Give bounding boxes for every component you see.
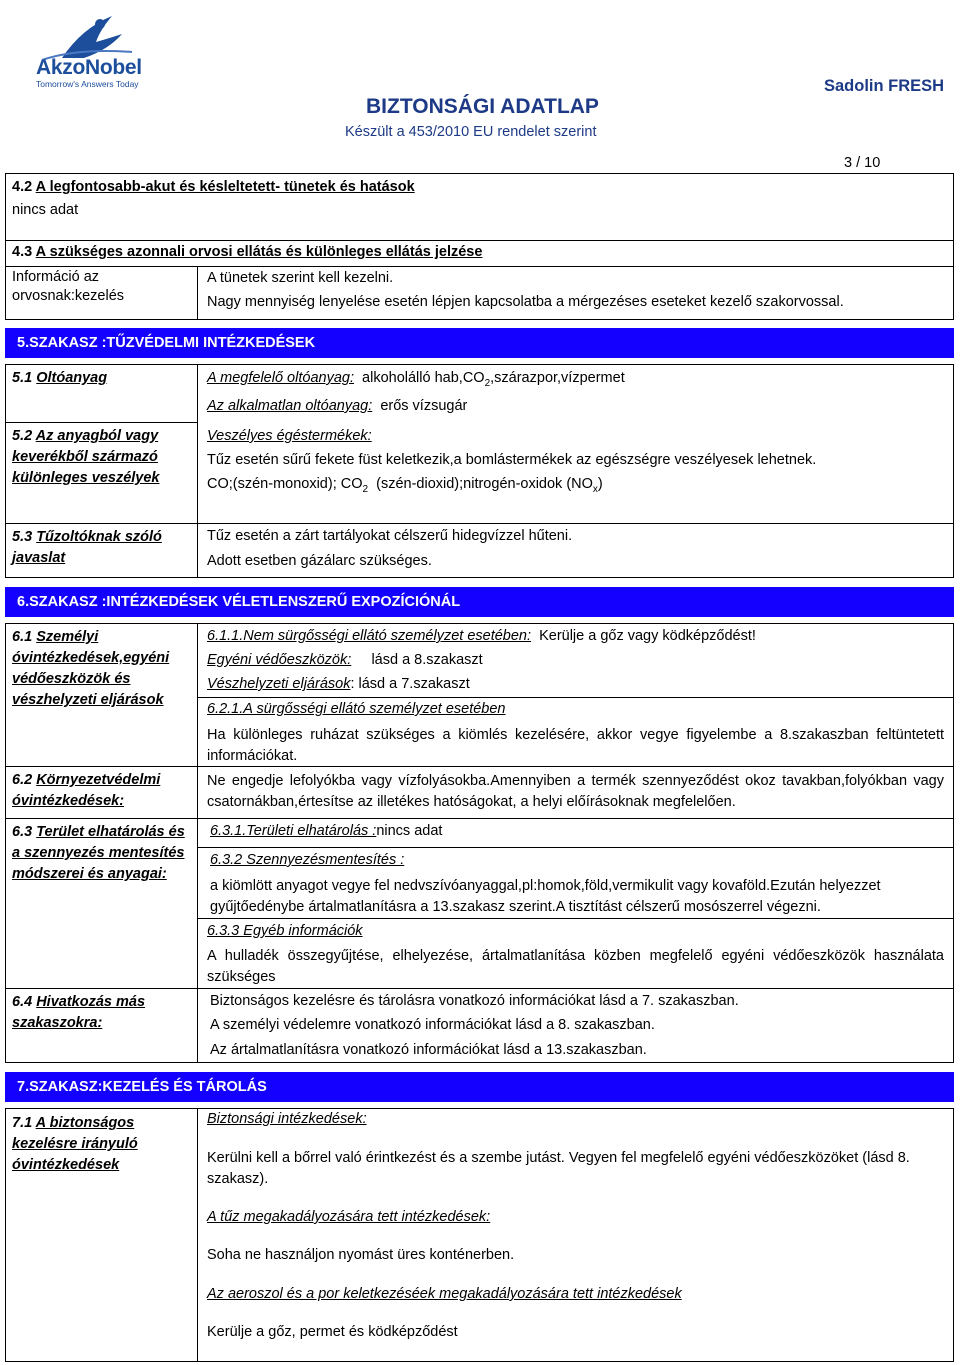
section-5-2-line1: Tűz esetén sűrű fekete füst keletkezik,a bomlástermékek az egészségre veszélyesek lehetnek. (207, 452, 817, 468)
section-5-3-line1: Tűz esetén a zárt tartályokat célszerű hidegvízzel hűteni. (207, 528, 573, 544)
section-6-3-2-text: a kiömlött anyagot vegye fel nedvszívóanyaggal,pl:homok,föld,vermikulit vagy kovaföld.Ezután helyezzet gyűjtőedénybe ártalmatlanításra a 13.szakasz szerint.A tisztítást célszerű mosószerrel végezni. (210, 878, 881, 915)
section-6-3-label: 6.3 Terület elhatárolás és a szennyezés mentesítés módszerei és anyagai: (12, 824, 185, 882)
section-4-3-line1: A tünetek szerint kell kezelni. (207, 270, 394, 286)
section-5-band: 5.SZAKASZ :TŰZVÉDELMI INTÉZKEDÉSEK (5, 328, 954, 358)
section-7-1-c-text: Kerülje a gőz, permet és ködképződést (207, 1324, 458, 1340)
section-4-2-heading: 4.2 A legfontosabb-akut és késleltetett- tünetek és hatások (12, 179, 415, 195)
section-7-1-label: 7.1 A biztonságos kezelésre irányuló óvintézkedések (12, 1115, 138, 1173)
section-4-3-heading: 4.3 A szükséges azonnali orvosi ellátás és különleges ellátás jelzése (12, 244, 483, 260)
section-6-2-1-key: 6.2.1.A sürgősségi ellátó személyzet esetében (207, 701, 506, 717)
section-7-1-a-key: Biztonsági intézkedések: (207, 1111, 367, 1127)
section-6-2-label: 6.2 Környezetvédelmi óvintézkedések: (12, 772, 161, 809)
section-7-1-a-text: Kerülni kell a bőrrel való érintkezést és a szembe jutást. Vegyen fel megfelelő egyéni védőeszközöket (lásd 8. szakasz). (207, 1150, 910, 1187)
section-5-1-unsuitable: Az alkalmatlan oltóanyag: erős vízsugár (207, 398, 468, 414)
section-5-3-line2: Adott esetben gázálarc szükséges. (207, 553, 432, 569)
section-7-1-c-key: Az aeroszol és a por keletkezéséek megakadályozására tett intézkedések (207, 1286, 682, 1302)
section-6-3-1: 6.3.1.Területi elhatárolás :nincs adat (210, 823, 443, 839)
section-6-4-line1: Biztonságos kezelésre és tárolásra vonatkozó információkat lásd a 7. szakaszban. (210, 993, 739, 1009)
section-6-2-1-text: Ha különleges ruházat szükséges a kiömlés kezelésére, akkor vegye figyelembe a 8.szakaszban feltüntetett információkat. (207, 727, 944, 764)
document-subtitle: Készült a 453/2010 EU rendelet szerint (345, 124, 597, 140)
section-6-3-2-key: 6.3.2 Szennyezésmentesítés : (210, 852, 405, 868)
logo-tagline: Tomorrow's Answers Today (36, 79, 139, 89)
section-6-2-text: Ne engedje lefolyókba vagy vízfolyásokba.Amennyiben a termék szennyeződést okoz tavakban,folyókban vagy csatornákban,értesítse az illetékes hatóságokat, a helyi előírásoknak megfelelően. (207, 773, 944, 810)
section-6-band: 6.SZAKASZ :INTÉZKEDÉSEK VÉLETLENSZERŰ EXPOZÍCIÓNÁL (5, 587, 954, 617)
section-7-band: 7.SZAKASZ:KEZELÉS ÉS TÁROLÁS (5, 1072, 954, 1102)
section-6-3-3-key: 6.3.3 Egyéb információk (207, 923, 363, 939)
logo-name: AkzoNobel (36, 56, 142, 79)
section-6-1-emergency: Vészhelyzeti eljárások: lásd a 7.szakaszt (207, 676, 470, 692)
section-7-1-b-key: A tűz megakadályozására tett intézkedések: (207, 1209, 491, 1225)
section-5-3-label: 5.3 Tűzoltóknak szóló javaslat (12, 529, 162, 566)
section-6-3-3-text: A hulladék összegyűjtése, elhelyezése, ártalmatlanítása közben megfelelő egyéni védőeszközök használata szükséges (207, 948, 944, 985)
document-title: BIZTONSÁGI ADATLAP (366, 95, 599, 118)
section-6-1-ppe: Egyéni védőeszközök: lásd a 8.szakaszt (207, 652, 483, 668)
section-5-2-label: 5.2 Az anyagból vagy keverékből származó különleges veszélyek (12, 428, 160, 486)
section-6-4-line2: A személyi védelemre vonatkozó információkat lásd a 8. szakaszban. (210, 1017, 655, 1033)
section-6-1-label: 6.1 Személyi óvintézkedések,egyéni védőeszközök és vészhelyzeti eljárások (12, 629, 170, 708)
section-4-2-text: nincs adat (12, 202, 79, 218)
product-name: Sadolin FRESH (824, 77, 945, 95)
section-7-1-b-text: Soha ne használjon nyomást üres konténerben. (207, 1247, 515, 1263)
section-5-2-line2: CO;(szén-monoxid); $CO_2$ (szén-dioxid);nitrogén-oxidok $(NO_x)$ (207, 476, 603, 495)
page-number: 3 / 10 (844, 155, 881, 171)
section-5-1-suitable: A megfelelő oltóanyag: alkoholálló $hab,CO_2,szárazpor,vízpermet$ (207, 370, 625, 389)
section-4-3-line2: Nagy mennyiség lenyelése esetén lépjen kapcsolatba a mérgezéses eseteket kezelő szakorvossal. (207, 294, 844, 310)
section-5-1-label: 5.1 Oltóanyag (12, 370, 108, 386)
section-6-1-1: 6.1.1.Nem sürgősségi ellátó személyzet esetében: Kerülje a gőz vagy ködképződést! (207, 628, 756, 644)
section-4-3-label: Információ az orvosnak:kezelés (12, 269, 125, 304)
section-6-4-line3: Az ártalmatlanításra vonatkozó információkat lásd a 13.szakaszban. (210, 1042, 647, 1058)
section-6-4-label: 6.4 Hivatkozás más szakaszokra: (12, 994, 146, 1031)
section-5-2-key: Veszélyes égéstermékek: (207, 428, 372, 444)
